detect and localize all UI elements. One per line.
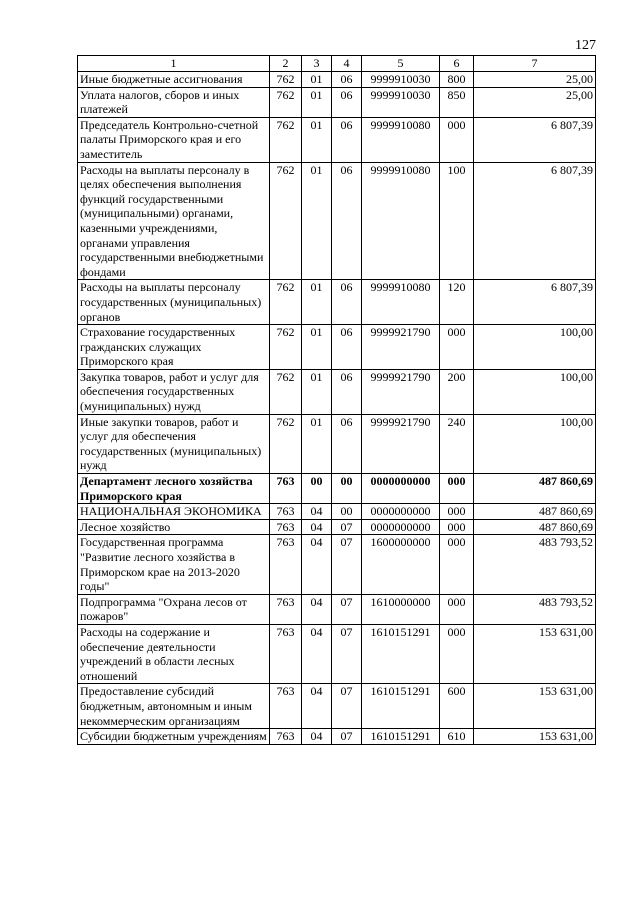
expense-type-code-cell: 200 (440, 369, 474, 414)
section-code-cell: 01 (302, 325, 332, 370)
amount-cell: 6 807,39 (474, 280, 596, 325)
section-code-cell: 01 (302, 117, 332, 162)
ministry-code-cell: 762 (270, 369, 302, 414)
section-code-cell: 04 (302, 519, 332, 535)
expense-type-code-cell: 000 (440, 594, 474, 624)
column-header: 1 (78, 56, 270, 72)
item-name-cell: Лесное хозяйство (78, 519, 270, 535)
subsection-code-cell: 06 (332, 72, 362, 88)
subsection-code-cell: 07 (332, 729, 362, 745)
subsection-code-cell: 00 (332, 474, 362, 504)
amount-cell: 487 860,69 (474, 504, 596, 520)
header-row (78, 56, 596, 72)
item-name-cell: Закупка товаров, работ и услуг для обеспечения государственных (муниципальных) нужд (78, 369, 270, 414)
table-row (78, 624, 596, 683)
target-article-code-cell: 9999910080 (362, 117, 440, 162)
expense-type-code-cell: 000 (440, 117, 474, 162)
table-row (78, 325, 596, 370)
subsection-code-cell: 06 (332, 280, 362, 325)
ministry-code-cell: 763 (270, 624, 302, 683)
ministry-code-cell: 763 (270, 474, 302, 504)
ministry-code-cell: 763 (270, 594, 302, 624)
section-code-cell: 04 (302, 594, 332, 624)
ministry-code-cell: 762 (270, 162, 302, 280)
target-article-code-cell: 9999921790 (362, 414, 440, 473)
target-article-code-cell: 9999921790 (362, 369, 440, 414)
item-name-cell: Уплата налогов, сборов и иных платежей (78, 87, 270, 117)
section-code-cell: 00 (302, 474, 332, 504)
column-header: 3 (302, 56, 332, 72)
expense-type-code-cell: 120 (440, 280, 474, 325)
table-row (78, 684, 596, 729)
table-row (78, 474, 596, 504)
subsection-code-cell: 06 (332, 325, 362, 370)
budget-table-body (78, 72, 596, 745)
ministry-code-cell: 763 (270, 535, 302, 594)
subsection-code-cell: 06 (332, 162, 362, 280)
page-number: 127 (575, 38, 596, 53)
section-code-cell: 01 (302, 369, 332, 414)
expense-type-code-cell: 100 (440, 162, 474, 280)
amount-cell: 100,00 (474, 414, 596, 473)
amount-cell: 153 631,00 (474, 684, 596, 729)
subsection-code-cell: 07 (332, 519, 362, 535)
target-article-code-cell: 9999910030 (362, 87, 440, 117)
amount-cell: 25,00 (474, 72, 596, 88)
item-name-cell: Иные бюджетные ассигнования (78, 72, 270, 88)
target-article-code-cell: 1610151291 (362, 624, 440, 683)
expense-type-code-cell: 000 (440, 519, 474, 535)
subsection-code-cell: 00 (332, 504, 362, 520)
item-name-cell: Подпрограмма "Охрана лесов от пожаров" (78, 594, 270, 624)
subsection-code-cell: 06 (332, 117, 362, 162)
target-article-code-cell: 1610000000 (362, 594, 440, 624)
amount-cell: 487 860,69 (474, 474, 596, 504)
column-header: 5 (362, 56, 440, 72)
target-article-code-cell: 9999910080 (362, 162, 440, 280)
target-article-code-cell: 9999910080 (362, 280, 440, 325)
table-row (78, 535, 596, 594)
amount-cell: 153 631,00 (474, 624, 596, 683)
section-code-cell: 04 (302, 535, 332, 594)
target-article-code-cell: 0000000000 (362, 519, 440, 535)
target-article-code-cell: 9999910030 (362, 72, 440, 88)
item-name-cell: Государственная программа "Развитие лесного хозяйства в Приморском крае на 2013-2020 годы" (78, 535, 270, 594)
table-row (78, 504, 596, 520)
expense-type-code-cell: 240 (440, 414, 474, 473)
target-article-code-cell: 1610151291 (362, 729, 440, 745)
section-code-cell: 01 (302, 72, 332, 88)
section-code-cell: 04 (302, 684, 332, 729)
target-article-code-cell: 9999921790 (362, 325, 440, 370)
subsection-code-cell: 06 (332, 414, 362, 473)
amount-cell: 25,00 (474, 87, 596, 117)
ministry-code-cell: 762 (270, 325, 302, 370)
table-row (78, 369, 596, 414)
target-article-code-cell: 0000000000 (362, 474, 440, 504)
item-name-cell: Страхование государственных гражданских служащих Приморского края (78, 325, 270, 370)
amount-cell: 487 860,69 (474, 519, 596, 535)
table-row (78, 594, 596, 624)
expense-type-code-cell: 000 (440, 474, 474, 504)
expense-type-code-cell: 000 (440, 535, 474, 594)
subsection-code-cell: 06 (332, 369, 362, 414)
budget-table (77, 55, 596, 745)
table-row (78, 117, 596, 162)
ministry-code-cell: 763 (270, 684, 302, 729)
item-name-cell: Расходы на выплаты персоналу в целях обеспечения выполнения функций государственными (муниципальными) органами, казенными учреждениями, органами управления государственными внебюджетными фондами (78, 162, 270, 280)
expense-type-code-cell: 600 (440, 684, 474, 729)
table-row (78, 87, 596, 117)
subsection-code-cell: 07 (332, 684, 362, 729)
table-row (78, 280, 596, 325)
ministry-code-cell: 762 (270, 87, 302, 117)
section-code-cell: 04 (302, 624, 332, 683)
amount-cell: 483 793,52 (474, 535, 596, 594)
expense-type-code-cell: 000 (440, 325, 474, 370)
subsection-code-cell: 07 (332, 624, 362, 683)
item-name-cell: Председатель Контрольно-счетной палаты Приморского края и его заместитель (78, 117, 270, 162)
column-header: 2 (270, 56, 302, 72)
amount-cell: 100,00 (474, 325, 596, 370)
section-code-cell: 01 (302, 280, 332, 325)
section-code-cell: 01 (302, 162, 332, 280)
expense-type-code-cell: 000 (440, 624, 474, 683)
item-name-cell: Предоставление субсидий бюджетным, автономным и иным некоммерческим организациям (78, 684, 270, 729)
table-row (78, 414, 596, 473)
expense-type-code-cell: 000 (440, 504, 474, 520)
ministry-code-cell: 763 (270, 519, 302, 535)
amount-cell: 100,00 (474, 369, 596, 414)
ministry-code-cell: 762 (270, 117, 302, 162)
item-name-cell: Иные закупки товаров, работ и услуг для обеспечения государственных (муниципальных) нужд (78, 414, 270, 473)
ministry-code-cell: 763 (270, 729, 302, 745)
target-article-code-cell: 1600000000 (362, 535, 440, 594)
column-header: 6 (440, 56, 474, 72)
item-name-cell: Субсидии бюджетным учреждениям (78, 729, 270, 745)
table-row (78, 519, 596, 535)
amount-cell: 6 807,39 (474, 162, 596, 280)
ministry-code-cell: 763 (270, 504, 302, 520)
section-code-cell: 04 (302, 504, 332, 520)
subsection-code-cell: 06 (332, 87, 362, 117)
table-row (78, 729, 596, 745)
subsection-code-cell: 07 (332, 535, 362, 594)
amount-cell: 6 807,39 (474, 117, 596, 162)
amount-cell: 153 631,00 (474, 729, 596, 745)
target-article-code-cell: 0000000000 (362, 504, 440, 520)
item-name-cell: Расходы на содержание и обеспечение деятельности учреждений в области лесных отношений (78, 624, 270, 683)
table-row (78, 72, 596, 88)
column-header: 4 (332, 56, 362, 72)
ministry-code-cell: 762 (270, 414, 302, 473)
section-code-cell: 04 (302, 729, 332, 745)
section-code-cell: 01 (302, 87, 332, 117)
section-code-cell: 01 (302, 414, 332, 473)
ministry-code-cell: 762 (270, 72, 302, 88)
item-name-cell: Департамент лесного хозяйства Приморского края (78, 474, 270, 504)
item-name-cell: Расходы на выплаты персоналу государственных (муниципальных) органов (78, 280, 270, 325)
expense-type-code-cell: 610 (440, 729, 474, 745)
column-header: 7 (474, 56, 596, 72)
subsection-code-cell: 07 (332, 594, 362, 624)
expense-type-code-cell: 800 (440, 72, 474, 88)
expense-type-code-cell: 850 (440, 87, 474, 117)
amount-cell: 483 793,52 (474, 594, 596, 624)
item-name-cell: НАЦИОНАЛЬНАЯ ЭКОНОМИКА (78, 504, 270, 520)
ministry-code-cell: 762 (270, 280, 302, 325)
target-article-code-cell: 1610151291 (362, 684, 440, 729)
table-row (78, 162, 596, 280)
